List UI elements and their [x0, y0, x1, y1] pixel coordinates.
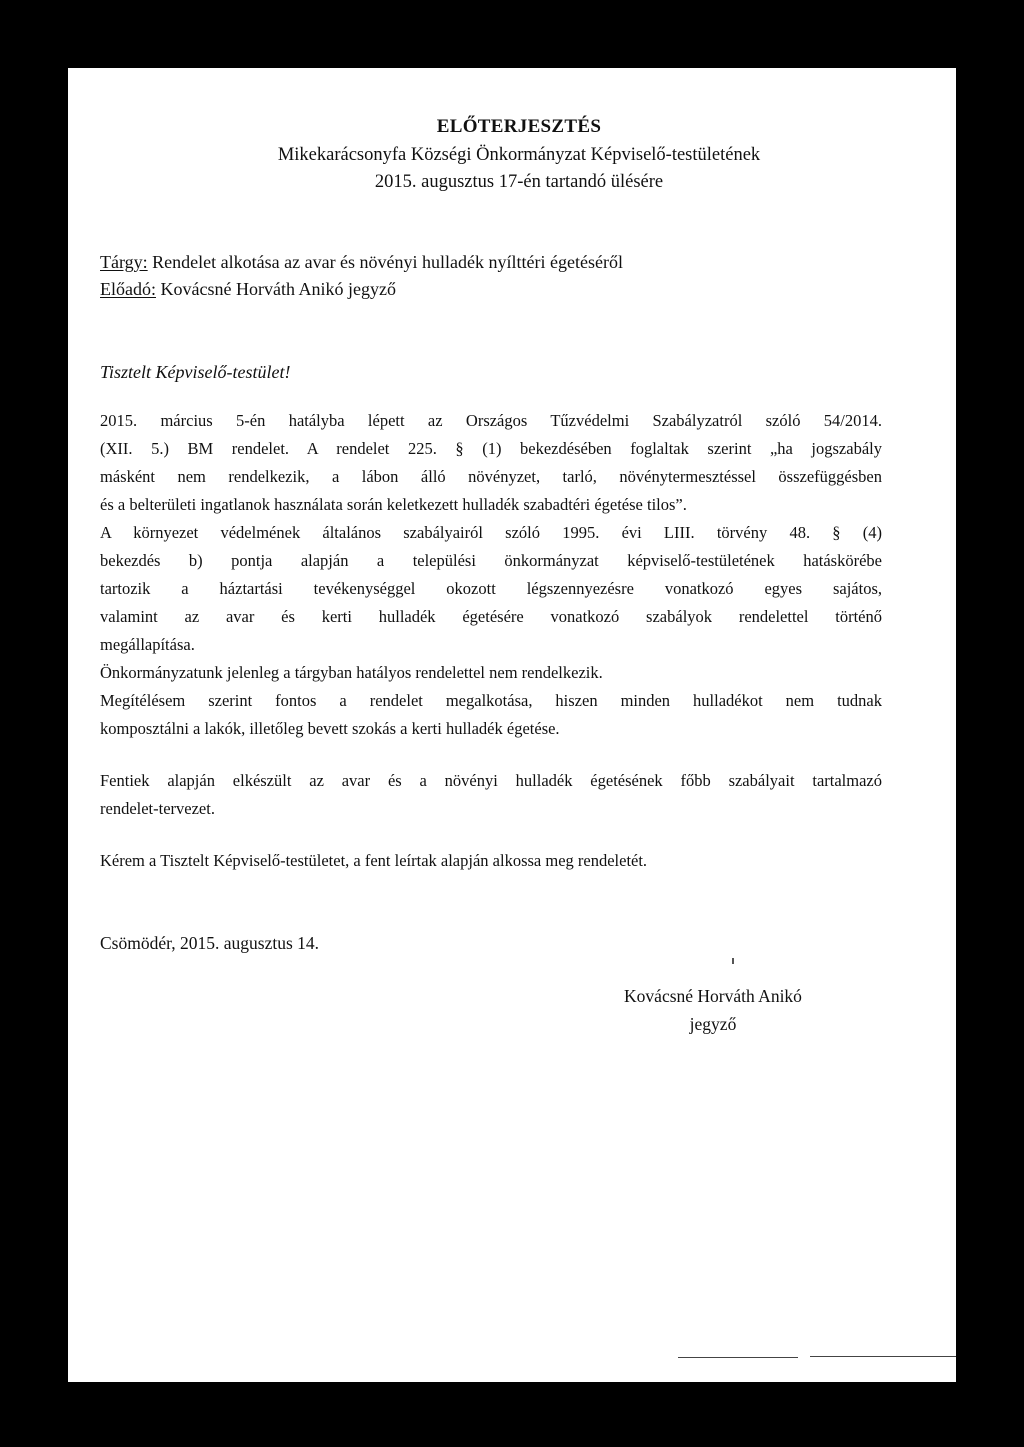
bottom-rule-right — [810, 1356, 956, 1357]
paragraph-line: 2015. március 5-én hatályba lépett az Országos Tűzvédelmi Szabályzatról szóló 54/2014. — [100, 411, 882, 430]
paragraph-line: Kérem a Tisztelt Képviselő-testületet, a fent leírtak alapján alkossa meg rendeletét. — [100, 851, 648, 870]
document-title: ELŐTERJESZTÉS — [436, 116, 602, 137]
subject-value: Rendelet alkotása az avar és növényi hulladék nyílttéri égetéséről — [147, 252, 623, 272]
document-page — [68, 68, 956, 1382]
stray-mark — [732, 958, 734, 964]
subject-line — [100, 252, 623, 273]
paragraph-line: valamint az avar és kerti hulladék égetésére vonatkozó szabályok rendelettel történő — [100, 607, 882, 626]
paragraph-line: és a belterületi ingatlanok használata során keletkezett hulladék szabadtéri égetése tilos”. — [100, 495, 687, 514]
paragraph-line: A környezet védelmének általános szabályairól szóló 1995. évi LIII. törvény 48. § (4) — [100, 523, 882, 542]
presenter-line — [100, 279, 396, 300]
paragraph-draft-prepared — [100, 767, 882, 823]
presenter-label: Előadó: — [100, 279, 156, 299]
signature-title: jegyző — [689, 1014, 737, 1034]
paragraph-line: tartozik a háztartási tevékenységgel okozott légszennyezésre vonatkozó egyes sajátos, — [100, 579, 882, 598]
paragraph-line: Megítélésem szerint fontos a rendelet megalkotása, hiszen minden hulladékot nem tudnak — [100, 691, 882, 710]
place-date: Csömödér, 2015. augusztus 14. — [100, 933, 320, 953]
paragraph-line: bekezdés b) pontja alapján a települési önkormányzat képviselő-testületének hatáskörébe — [100, 551, 882, 570]
presenter-value: Kovácsné Horváth Anikó jegyző — [156, 279, 396, 299]
paragraph-line: megállapítása. — [100, 635, 195, 654]
document-subtitle-body: Mikekarácsonyfa Községi Önkormányzat Képviselő-testületének — [277, 145, 761, 165]
paragraph-line: komposztálni a lakók, illetőleg bevett szokás a kerti hulladék égetése. — [100, 719, 560, 738]
subject-label: Tárgy: — [100, 252, 148, 272]
signature-name: Kovácsné Horváth Anikó — [624, 986, 802, 1006]
paragraph-current-state: Önkormányzatunk jelenleg a tárgyban hatályos rendelettel nem rendelkezik. — [100, 663, 603, 682]
paragraph-line: másként nem rendelkezik, a lábon álló növényzet, tarló, növénytermesztéssel összefüggésben — [100, 467, 882, 486]
document-subtitle-date: 2015. augusztus 17-én tartandó ülésére — [374, 172, 664, 192]
paragraph-line: (XII. 5.) BM rendelet. A rendelet 225. § (1) bekezdésében foglaltak szerint „ha jogszabály — [100, 439, 882, 458]
paragraph-line: rendelet-tervezet. — [100, 799, 215, 818]
paragraph-line: Fentiek alapján elkészült az avar és a növényi hulladék égetésének főbb szabályait tartalmazó — [100, 771, 882, 790]
greeting: Tisztelt Képviselő-testület! — [100, 362, 291, 382]
paragraph-request — [100, 847, 882, 875]
paragraph-legal-background — [100, 407, 882, 743]
bottom-rule-left — [678, 1357, 798, 1358]
